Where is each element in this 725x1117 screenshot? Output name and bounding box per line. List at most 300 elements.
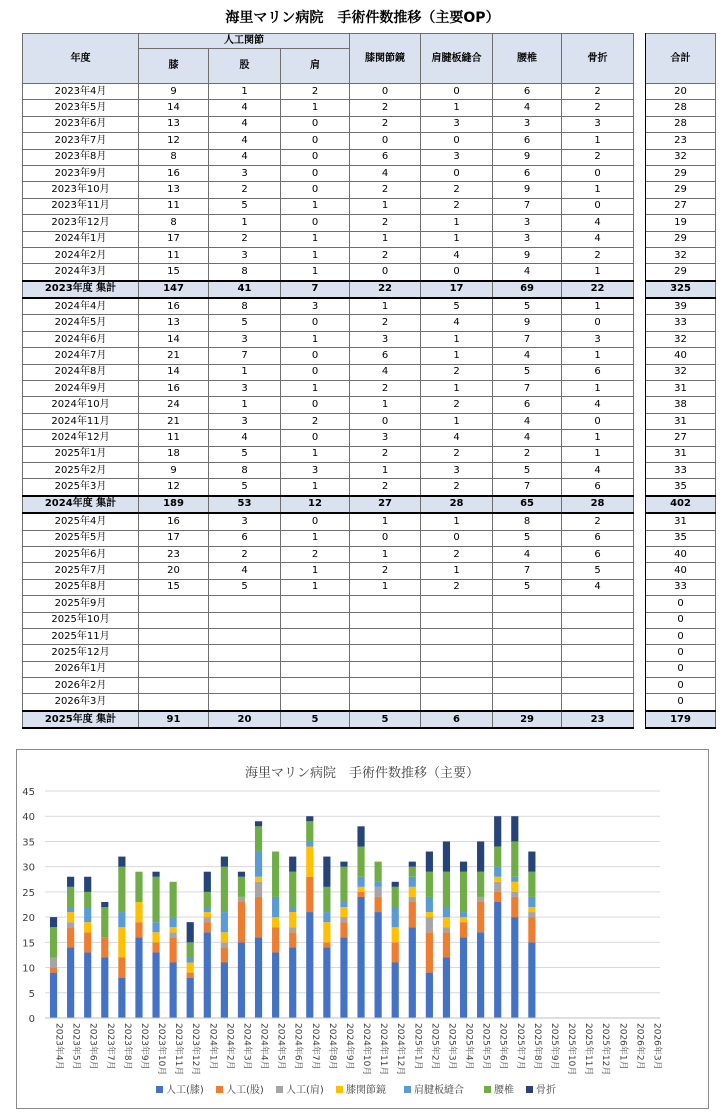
- table-row: [23, 579, 716, 595]
- bar-segment-5: [187, 957, 194, 962]
- row-label: 2025年2月: [23, 462, 139, 478]
- column-separator: [634, 247, 646, 263]
- cell-total: 31: [646, 446, 716, 462]
- bar-segment-1: [289, 947, 296, 1018]
- column-separator: [634, 165, 646, 181]
- bar-segment-1: [170, 963, 177, 1018]
- cell-knee: [139, 678, 209, 694]
- legend-swatch-2: [216, 1086, 223, 1093]
- cell-fracture: 28: [562, 496, 634, 513]
- cell-total: 33: [646, 315, 716, 331]
- bar-segment-7: [460, 862, 467, 872]
- bar-segment-3: [426, 917, 433, 932]
- cell-total: 29: [646, 165, 716, 181]
- column-separator: [634, 100, 646, 116]
- cell-knee: 21: [139, 413, 209, 429]
- bar-segment-6: [152, 877, 159, 922]
- cell-hip: 4: [209, 116, 281, 132]
- cell-shoulder: 2: [281, 413, 350, 429]
- x-tick-label: 2024年9月: [343, 1023, 354, 1070]
- column-separator: [634, 298, 646, 315]
- cell-shoulder: 0: [281, 315, 350, 331]
- bar-segment-6: [375, 862, 382, 882]
- cell-fracture: 1: [562, 348, 634, 364]
- bar-segment-6: [50, 927, 57, 957]
- cell-rotator-cuff: 2: [421, 579, 493, 595]
- cell-total: 31: [646, 413, 716, 429]
- cell-hip: 2: [209, 546, 281, 562]
- cell-hip: 1: [209, 397, 281, 413]
- bar-segment-4: [170, 927, 177, 932]
- x-tick-label: 2024年11月: [378, 1023, 389, 1076]
- cell-knee-arthroscopy: 1: [350, 298, 421, 315]
- cell-total: 40: [646, 563, 716, 579]
- legend-label: 骨折: [536, 1085, 556, 1096]
- cell-rotator-cuff: 1: [421, 563, 493, 579]
- legend-label: 肩腱板縫合: [414, 1085, 464, 1096]
- bar-segment-1: [477, 932, 484, 1018]
- x-tick-label: 2025年11月: [583, 1023, 594, 1076]
- bar-segment-6: [477, 872, 484, 897]
- cell-rotator-cuff: 3: [421, 149, 493, 165]
- bar-segment-1: [84, 952, 91, 1018]
- cell-total: 31: [646, 381, 716, 397]
- cell-knee: 11: [139, 430, 209, 446]
- cell-fracture: [562, 645, 634, 661]
- header-fracture: 骨折: [562, 34, 634, 84]
- cell-fracture: 2: [562, 84, 634, 100]
- column-separator: [634, 348, 646, 364]
- cell-hip: 5: [209, 446, 281, 462]
- bar-segment-5: [272, 897, 279, 917]
- cell-hip: 7: [209, 348, 281, 364]
- cell-total: 23: [646, 133, 716, 149]
- bar-segment-1: [375, 912, 382, 1018]
- cell-shoulder: 0: [281, 116, 350, 132]
- table-row: [23, 430, 716, 446]
- cell-knee: 18: [139, 446, 209, 462]
- cell-lumbar: [493, 628, 562, 644]
- bar-segment-3: [289, 927, 296, 932]
- bar-segment-1: [135, 937, 142, 1018]
- row-label: 2026年2月: [23, 678, 139, 694]
- y-tick-label: 0: [28, 1014, 35, 1025]
- cell-hip: 1: [209, 364, 281, 380]
- bar-segment-4: [511, 882, 518, 892]
- bar-segment-2: [511, 897, 518, 917]
- cell-knee-arthroscopy: 2: [350, 100, 421, 116]
- legend-swatch-4: [336, 1086, 343, 1093]
- cell-total: 325: [646, 281, 716, 298]
- cell-shoulder: 3: [281, 298, 350, 315]
- row-label: 2023年8月: [23, 149, 139, 165]
- cell-lumbar: 4: [493, 264, 562, 281]
- header-artificial-joint: 人工関節: [139, 34, 350, 49]
- cell-hip: [209, 678, 281, 694]
- cell-knee-arthroscopy: 2: [350, 315, 421, 331]
- cell-hip: 3: [209, 165, 281, 181]
- legend-swatch-3: [276, 1086, 283, 1093]
- bar-segment-7: [238, 872, 245, 877]
- bar-segment-1: [187, 978, 194, 1018]
- cell-rotator-cuff: 0: [421, 530, 493, 546]
- cell-fracture: 3: [562, 116, 634, 132]
- cell-shoulder: 0: [281, 397, 350, 413]
- x-tick-label: 2025年3月: [446, 1023, 457, 1070]
- bar-segment-4: [494, 877, 501, 882]
- cell-shoulder: 0: [281, 182, 350, 198]
- cell-knee: [139, 694, 209, 711]
- page-title: 海里マリン病院 手術件数推移（主要OP）: [225, 10, 500, 26]
- cell-total: 179: [646, 711, 716, 728]
- table-row: [23, 133, 716, 149]
- row-label: 2025年5月: [23, 530, 139, 546]
- bar-segment-6: [135, 872, 142, 902]
- cell-fracture: 1: [562, 381, 634, 397]
- cell-total: 40: [646, 348, 716, 364]
- x-tick-label: 2024年1月: [207, 1023, 218, 1070]
- bar-segment-7: [84, 877, 91, 892]
- bar-segment-1: [255, 937, 262, 1018]
- table-row: [23, 612, 716, 628]
- cell-knee: 12: [139, 133, 209, 149]
- cell-hip: 4: [209, 133, 281, 149]
- bar-segment-2: [528, 917, 535, 942]
- bar-segment-1: [409, 927, 416, 1018]
- cell-hip: 1: [209, 84, 281, 100]
- column-separator: [634, 462, 646, 478]
- table-row: [23, 661, 716, 677]
- cell-shoulder: 1: [281, 381, 350, 397]
- legend-swatch-1: [156, 1086, 163, 1093]
- x-tick-label: 2025年7月: [514, 1023, 525, 1070]
- x-tick-label: 2025年2月: [429, 1023, 440, 1070]
- bar-segment-3: [238, 897, 245, 902]
- cell-knee: 12: [139, 479, 209, 496]
- row-label: 2024年6月: [23, 331, 139, 347]
- cell-knee-arthroscopy: 27: [350, 496, 421, 513]
- bar-segment-6: [255, 826, 262, 851]
- cell-hip: 4: [209, 149, 281, 165]
- bar-segment-6: [409, 867, 416, 877]
- row-label: 2024年8月: [23, 364, 139, 380]
- cell-knee-arthroscopy: 2: [350, 563, 421, 579]
- bar-segment-6: [221, 867, 228, 912]
- x-tick-label: 2024年8月: [326, 1023, 337, 1070]
- cell-shoulder: 0: [281, 165, 350, 181]
- bar-segment-5: [511, 877, 518, 882]
- row-label: 2024年5月: [23, 315, 139, 331]
- cell-hip: 3: [209, 247, 281, 263]
- cell-lumbar: 9: [493, 315, 562, 331]
- bar-segment-2: [306, 877, 313, 912]
- table-row: [23, 596, 716, 612]
- cell-knee-arthroscopy: 2: [350, 446, 421, 462]
- cell-hip: 5: [209, 315, 281, 331]
- bar-segment-1: [50, 973, 57, 1018]
- chart-title: 海里マリン病院 手術件数推移（主要）: [244, 766, 480, 781]
- cell-knee: 15: [139, 264, 209, 281]
- bar-segment-4: [306, 846, 313, 876]
- bar-segment-1: [494, 902, 501, 1018]
- cell-hip: 3: [209, 513, 281, 530]
- cell-lumbar: 6: [493, 397, 562, 413]
- cell-knee-arthroscopy: 2: [350, 215, 421, 231]
- cell-total: 27: [646, 430, 716, 446]
- cell-hip: [209, 596, 281, 612]
- cell-knee-arthroscopy: 0: [350, 133, 421, 149]
- x-tick-label: 2025年12月: [600, 1023, 611, 1076]
- bar-segment-3: [477, 897, 484, 902]
- bar-segment-6: [118, 867, 125, 912]
- table-row: [23, 264, 716, 281]
- bar-segment-5: [375, 882, 382, 887]
- cell-knee: 9: [139, 84, 209, 100]
- cell-lumbar: 5: [493, 298, 562, 315]
- row-label: 2023年4月: [23, 84, 139, 100]
- bar-segment-2: [238, 902, 245, 942]
- table-row: [23, 364, 716, 380]
- bar-segment-6: [306, 821, 313, 841]
- cell-hip: 5: [209, 198, 281, 214]
- cell-shoulder: 1: [281, 247, 350, 263]
- cell-fracture: 4: [562, 397, 634, 413]
- cell-knee: 24: [139, 397, 209, 413]
- bar-segment-4: [135, 902, 142, 922]
- cell-knee: 15: [139, 579, 209, 595]
- bar-segment-6: [511, 841, 518, 876]
- cell-lumbar: [493, 596, 562, 612]
- cell-fracture: 23: [562, 711, 634, 728]
- bar-segment-4: [323, 922, 330, 942]
- column-separator: [634, 331, 646, 347]
- cell-knee: 189: [139, 496, 209, 513]
- column-separator: [634, 546, 646, 562]
- stacked-bar-chart: [17, 750, 708, 1108]
- cell-knee: 8: [139, 215, 209, 231]
- cell-shoulder: [281, 596, 350, 612]
- cell-total: 0: [646, 612, 716, 628]
- cell-lumbar: [493, 678, 562, 694]
- cell-fracture: 2: [562, 513, 634, 530]
- bar-segment-4: [67, 912, 74, 922]
- bar-segment-4: [204, 912, 211, 917]
- cell-knee-arthroscopy: [350, 694, 421, 711]
- bar-segment-5: [84, 907, 91, 922]
- row-label: 2024年3月: [23, 264, 139, 281]
- cell-total: 29: [646, 182, 716, 198]
- bar-segment-7: [392, 882, 399, 887]
- cell-rotator-cuff: [421, 661, 493, 677]
- bar-segment-2: [443, 932, 450, 957]
- row-label: 2023年6月: [23, 116, 139, 132]
- table-row: [23, 381, 716, 397]
- cell-knee: 17: [139, 530, 209, 546]
- cell-shoulder: 5: [281, 711, 350, 728]
- cell-hip: [209, 661, 281, 677]
- cell-lumbar: 7: [493, 198, 562, 214]
- legend-label: 人工(膝): [166, 1085, 204, 1096]
- cell-total: 29: [646, 264, 716, 281]
- cell-rotator-cuff: [421, 596, 493, 612]
- table-total-row: [23, 496, 716, 513]
- row-label: 2025年4月: [23, 513, 139, 530]
- cell-rotator-cuff: 1: [421, 331, 493, 347]
- cell-rotator-cuff: 2: [421, 364, 493, 380]
- table-row: [23, 331, 716, 347]
- cell-lumbar: [493, 612, 562, 628]
- cell-knee: 14: [139, 331, 209, 347]
- x-tick-label: 2024年4月: [258, 1023, 269, 1070]
- cell-shoulder: 1: [281, 264, 350, 281]
- bar-segment-2: [170, 937, 177, 962]
- cell-fracture: 0: [562, 198, 634, 214]
- cell-knee-arthroscopy: 2: [350, 116, 421, 132]
- row-label: 2024年度 集計: [23, 496, 139, 513]
- bar-segment-5: [443, 907, 450, 917]
- cell-knee-arthroscopy: 1: [350, 231, 421, 247]
- row-label: 2023年度 集計: [23, 281, 139, 298]
- x-tick-label: 2023年9月: [138, 1023, 149, 1070]
- cell-knee: 13: [139, 315, 209, 331]
- bar-segment-1: [306, 912, 313, 1018]
- bar-segment-5: [204, 907, 211, 912]
- cell-knee-arthroscopy: [350, 678, 421, 694]
- bar-segment-2: [375, 897, 382, 912]
- cell-knee: 14: [139, 100, 209, 116]
- cell-shoulder: 0: [281, 149, 350, 165]
- header-hip: 股: [209, 49, 281, 84]
- bar-segment-7: [289, 857, 296, 872]
- table-row: [23, 298, 716, 315]
- bar-segment-5: [221, 912, 228, 932]
- cell-shoulder: 1: [281, 530, 350, 546]
- x-tick-label: 2024年6月: [292, 1023, 303, 1070]
- cell-fracture: 4: [562, 579, 634, 595]
- row-label: 2024年9月: [23, 381, 139, 397]
- table-row: [23, 149, 716, 165]
- legend-label: 膝関節鏡: [346, 1085, 386, 1096]
- row-label: 2023年7月: [23, 133, 139, 149]
- bar-segment-5: [255, 852, 262, 877]
- cell-shoulder: 2: [281, 84, 350, 100]
- bar-segment-4: [426, 912, 433, 917]
- cell-shoulder: 3: [281, 462, 350, 478]
- bar-segment-7: [67, 877, 74, 887]
- bar-segment-3: [221, 942, 228, 947]
- cell-knee: 147: [139, 281, 209, 298]
- cell-rotator-cuff: 28: [421, 496, 493, 513]
- bar-segment-3: [67, 922, 74, 927]
- cell-shoulder: 1: [281, 563, 350, 579]
- bar-segment-4: [152, 932, 159, 942]
- cell-knee-arthroscopy: 6: [350, 149, 421, 165]
- cell-hip: 5: [209, 579, 281, 595]
- y-tick-label: 30: [22, 862, 35, 874]
- y-tick-label: 20: [22, 913, 35, 925]
- cell-knee: 21: [139, 348, 209, 364]
- legend-swatch-7: [526, 1086, 533, 1093]
- cell-lumbar: 2: [493, 446, 562, 462]
- cell-hip: [209, 694, 281, 711]
- bar-segment-2: [477, 902, 484, 932]
- y-tick-label: 40: [22, 812, 35, 824]
- row-label: 2024年10月: [23, 397, 139, 413]
- cell-lumbar: 6: [493, 84, 562, 100]
- cell-shoulder: 0: [281, 133, 350, 149]
- cell-lumbar: 4: [493, 546, 562, 562]
- bar-segment-5: [460, 912, 467, 917]
- bar-segment-6: [101, 907, 108, 937]
- cell-rotator-cuff: [421, 678, 493, 694]
- column-separator: [634, 198, 646, 214]
- cell-fracture: [562, 596, 634, 612]
- cell-total: 33: [646, 579, 716, 595]
- cell-hip: 8: [209, 298, 281, 315]
- cell-shoulder: 7: [281, 281, 350, 298]
- bar-segment-2: [494, 892, 501, 902]
- bar-segment-6: [340, 867, 347, 902]
- cell-rotator-cuff: 3: [421, 116, 493, 132]
- cell-rotator-cuff: 2: [421, 182, 493, 198]
- column-separator: [634, 563, 646, 579]
- bar-segment-4: [84, 922, 91, 932]
- x-tick-label: 2023年10月: [156, 1023, 167, 1076]
- bar-segment-5: [494, 867, 501, 877]
- cell-rotator-cuff: 1: [421, 381, 493, 397]
- y-tick-label: 35: [22, 837, 35, 849]
- cell-rotator-cuff: [421, 694, 493, 711]
- cell-knee: 11: [139, 247, 209, 263]
- bar-segment-2: [118, 957, 125, 977]
- bar-segment-4: [443, 917, 450, 927]
- cell-total: 27: [646, 198, 716, 214]
- column-separator: [634, 231, 646, 247]
- table-row: [23, 546, 716, 562]
- cell-fracture: [562, 628, 634, 644]
- bar-segment-3: [409, 897, 416, 902]
- cell-knee: [139, 645, 209, 661]
- cell-total: 35: [646, 530, 716, 546]
- cell-rotator-cuff: 4: [421, 315, 493, 331]
- column-separator: [634, 133, 646, 149]
- bar-segment-2: [460, 922, 467, 937]
- cell-total: 31: [646, 513, 716, 530]
- table-row: [23, 694, 716, 711]
- cell-knee: 20: [139, 563, 209, 579]
- bar-segment-2: [409, 902, 416, 927]
- cell-shoulder: 0: [281, 364, 350, 380]
- cell-fracture: 1: [562, 264, 634, 281]
- cell-knee-arthroscopy: 0: [350, 84, 421, 100]
- cell-knee-arthroscopy: 2: [350, 247, 421, 263]
- table-row: [23, 198, 716, 214]
- cell-rotator-cuff: 3: [421, 462, 493, 478]
- bar-segment-7: [204, 872, 211, 892]
- cell-lumbar: 7: [493, 331, 562, 347]
- bar-segment-3: [511, 892, 518, 897]
- bar-segment-2: [67, 927, 74, 947]
- cell-shoulder: 12: [281, 496, 350, 513]
- column-separator: [634, 678, 646, 694]
- cell-fracture: 1: [562, 430, 634, 446]
- cell-shoulder: 1: [281, 231, 350, 247]
- bar-segment-5: [392, 907, 399, 927]
- x-tick-label: 2026年1月: [617, 1023, 628, 1070]
- cell-total: 0: [646, 628, 716, 644]
- bar-segment-4: [460, 917, 467, 922]
- y-tick-label: 45: [22, 787, 35, 798]
